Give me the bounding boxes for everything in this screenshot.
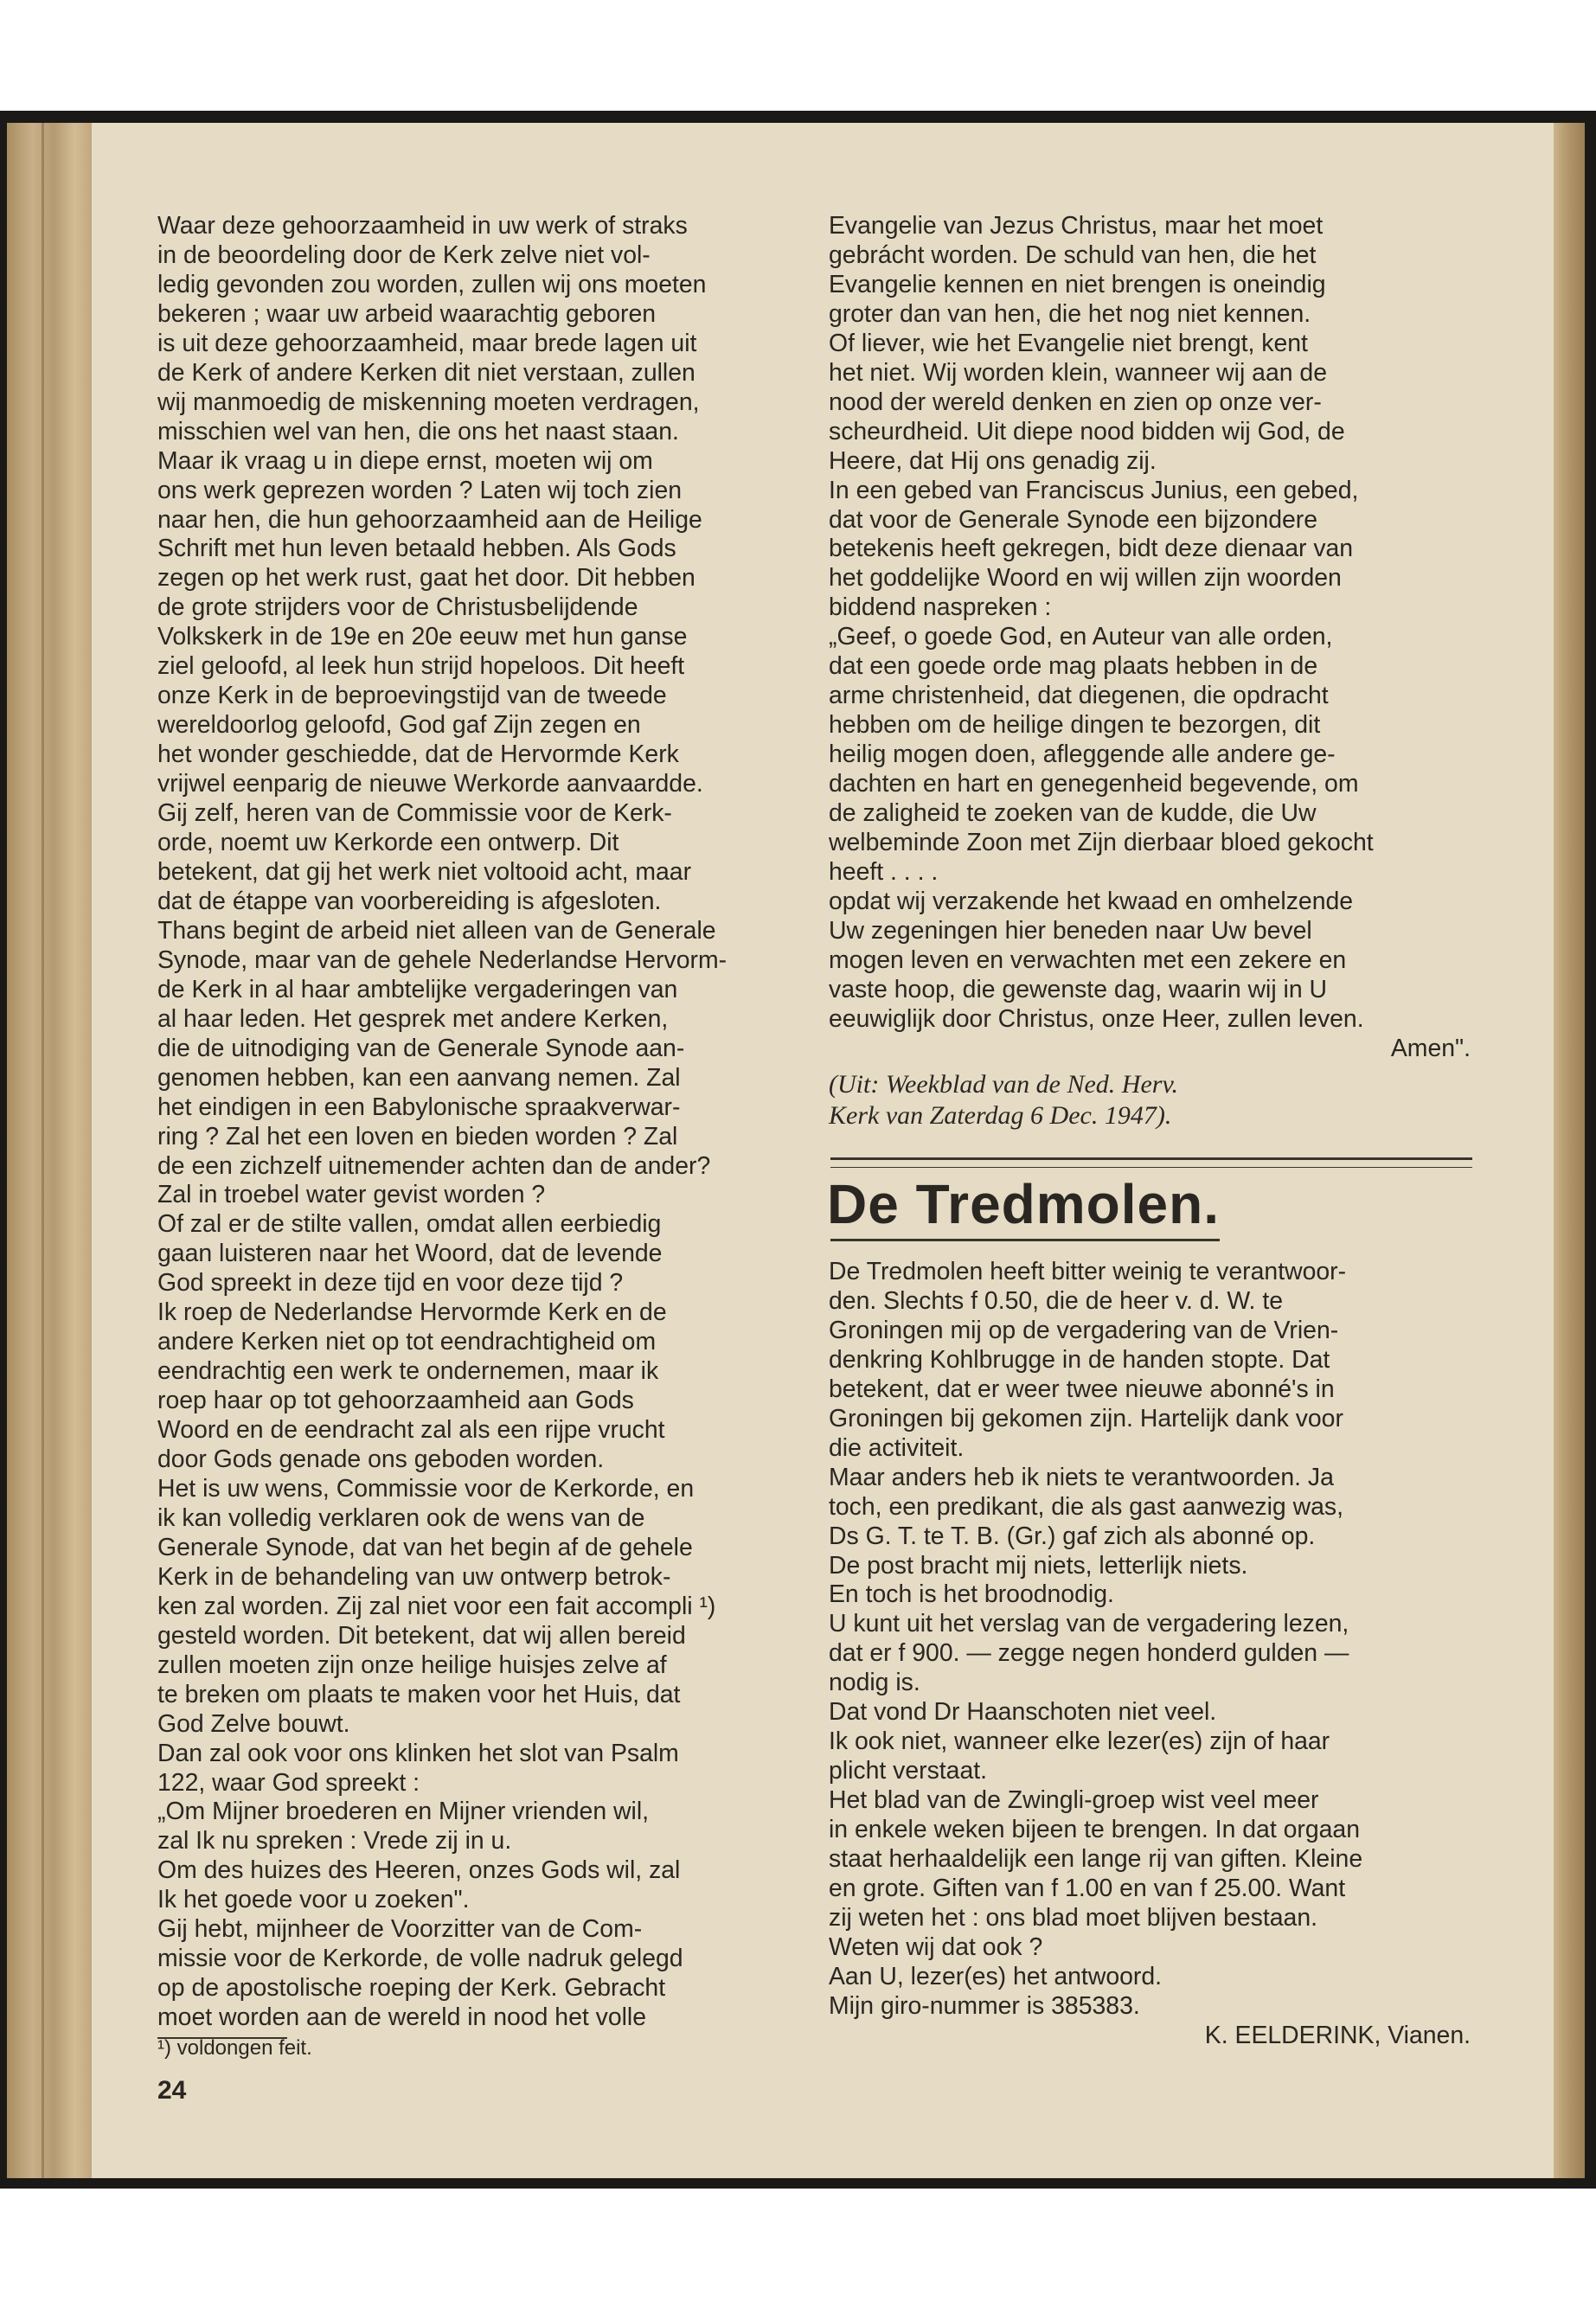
text-line: de Kerk of andere Kerken dit niet verstaan, zullen [157, 358, 695, 387]
text-line: Uw zegeningen hier beneden naar Uw bevel [829, 916, 1312, 945]
text-line: wij manmoedig de miskenning moeten verdragen, [157, 388, 700, 416]
text-line: dat een goede orde mag plaats hebben in de [829, 652, 1318, 681]
text-line: gebrácht worden. De schuld van hen, die het [829, 240, 1317, 269]
text-line: het niet. Wij worden klein, wanneer wij aan de [829, 358, 1328, 387]
text-line: orde, noemt uw Kerkorde een ontwerp. Dit [157, 829, 619, 857]
footnote: ¹) voldongen feit. [157, 2036, 312, 2060]
text-line: missie voor de Kerkorde, de volle nadruk gelegd [157, 1945, 683, 1973]
text-line: De Tredmolen heeft bitter weinig te verantwoor- [829, 1258, 1347, 1285]
text-line: „Geef, o goede God, en Auteur van alle orden, [829, 623, 1333, 651]
text-line: die activiteit. [829, 1433, 965, 1462]
text-line: Gij hebt, mijnheer de Voorzitter van de Com- [157, 1915, 643, 1944]
section-rule [830, 1157, 1472, 1168]
text-line: onze Kerk in de beproevingstijd van de tweede [157, 682, 667, 710]
text-line: ledig gevonden zou worden, zullen wij ons moeten [157, 270, 707, 298]
right-column [829, 212, 1471, 1131]
text-line: God spreekt in deze tijd en voor deze tijd ? [157, 1269, 624, 1298]
text-line: het eindigen in een Babylonische spraakverwar- [157, 1093, 681, 1121]
text-line: wereldoorlog geloofd, God gaf Zijn zegen en [157, 711, 641, 740]
text-line: heilig mogen doen, afleggende alle andere ge- [829, 740, 1336, 769]
text-line: in enkele weken bijeen te brengen. In dat orgaan [829, 1816, 1361, 1844]
text-line: dat voor de Generale Synode een bijzondere [829, 505, 1318, 534]
source-citation: Kerk van Zaterdag 6 Dec. 1947). [829, 1100, 1172, 1130]
text-line: Maar anders heb ik niets te verantwoorden. Ja [829, 1463, 1334, 1491]
text-line: Om des huizes des Heeren, onzes Gods wil, zal [157, 1856, 681, 1885]
text-line: misschien wel van hen, die ons het naast staan. [157, 417, 679, 445]
text-line: Zal in troebel water gevist worden ? [157, 1181, 546, 1209]
text-line: bekeren ; waar uw arbeid waarachtig geboren [157, 299, 657, 328]
text-line: dat de étappe van voorbereiding is afgesloten. [157, 887, 662, 915]
text-line: Ds G. T. te T. B. (Gr.) gaf zich als abonné op. [829, 1522, 1316, 1550]
text-line: door Gods genade ons geboden worden. [157, 1445, 605, 1474]
text-line: opdat wij verzakende het kwaad en omhelzende [829, 887, 1354, 915]
text-line: In een gebed van Franciscus Junius, een gebed, [829, 476, 1359, 504]
text-line: gaan luisteren naar het Woord, dat de levende [157, 1240, 663, 1268]
text-line: denkring Kohlbrugge in de handen stopte. Dat [829, 1345, 1330, 1374]
text-line: zal Ik nu spreken : Vrede zij in u. [157, 1827, 512, 1856]
text-line: betekent, dat gij het werk niet voltooid acht, maar [157, 857, 692, 886]
text-line: Groningen mij op de vergadering van de Vrien- [829, 1316, 1339, 1344]
text-line: eeuwiglijk door Christus, onze Heer, zullen leven. [829, 1004, 1364, 1033]
text-line: ring ? Zal het een loven en bieden worden ? Zal [157, 1122, 678, 1150]
text-line: zegen op het werk rust, gaat het door. Dit hebben [157, 564, 695, 593]
text-line: Thans begint de arbeid niet alleen van de Generale [157, 916, 716, 945]
text-line: Schrift met hun leven betaald hebben. Als Gods [157, 535, 676, 563]
text-line: staat herhaaldelijk een lange rij van giften. Kleine [829, 1845, 1363, 1874]
text-line: ziel geloofd, al leek hun strijd hopeloos. Dit heeft [157, 652, 685, 681]
text-line: vaste hoop, die gewenste dag, waarin wij in U [829, 975, 1328, 1003]
left-column [157, 212, 798, 2033]
text-line: zij weten het : ons blad moet blijven bestaan. [829, 1903, 1317, 1932]
text-line: welbeminde Zoon met Zijn dierbaar bloed gekocht [829, 829, 1374, 857]
text-line: de zaligheid te zoeken van de kudde, die Uw [829, 799, 1317, 828]
text-line: ons werk geprezen worden ? Laten wij toch zien [157, 476, 683, 504]
text-line: Evangelie van Jezus Christus, maar het moet [829, 212, 1324, 240]
text-line: dat er f 900. — zegge negen honderd gulden — [829, 1639, 1349, 1668]
text-line: Het blad van de Zwingli-groep wist veel meer [829, 1786, 1319, 1815]
text-line: Maar ik vraag u in diepe ernst, moeten wij om [157, 446, 653, 475]
text-line: ik kan volledig verklaren ook de wens van de [157, 1503, 645, 1532]
text-line: den. Slechts f 0.50, die de heer v. d. W. te [829, 1286, 1284, 1315]
text-line: nodig is. [829, 1669, 920, 1697]
text-line: Gij zelf, heren van de Commissie voor de Kerk- [157, 799, 672, 828]
text-line: Groningen bij gekomen zijn. Hartelijk dank voor [829, 1404, 1343, 1433]
source-citation: (Uit: Weekblad van de Ned. Herv. [829, 1069, 1179, 1099]
text-line: ken zal worden. Zij zal niet voor een fait accompli ¹) [157, 1592, 716, 1620]
text-line: hebben om de heilige dingen te bezorgen, dit [829, 711, 1321, 740]
text-line: Evangelie kennen en niet brengen is oneindig [829, 270, 1326, 298]
section-heading: De Tredmolen. [827, 1173, 1220, 1235]
page-number: 24 [157, 2076, 187, 2105]
text-line: Ik het goede voor u zoeken". [157, 1886, 470, 1914]
text-line: plicht verstaat. [829, 1757, 988, 1785]
text-line: Weten wij dat ook ? [829, 1932, 1043, 1961]
text-line: eendrachtig een werk te ondernemen, maar ik [157, 1357, 659, 1386]
signature: K. EELDERINK, Vianen. [1204, 2021, 1471, 2049]
text-line: het goddelijke Woord en wij willen zijn woorden [829, 564, 1342, 593]
text-line: te breken om plaats te maken voor het Huis, dat [157, 1680, 681, 1708]
text-line: Het is uw wens, Commissie voor de Kerkorde, en [157, 1474, 695, 1503]
text-line: 122, waar God spreekt : [157, 1768, 420, 1797]
text-line: Generale Synode, dat van het begin af de gehele [157, 1533, 693, 1561]
text-line: arme christenheid, dat diegenen, die opdracht [829, 682, 1329, 710]
text-line: Volkskerk in de 19e en 20e eeuw met hun ganse [157, 623, 688, 651]
text-line: moet worden aan de wereld in nood het volle [157, 2003, 647, 2032]
text-line: die de uitnodiging van de Generale Synode aan- [157, 1034, 685, 1062]
text-line: Amen". [1390, 1034, 1471, 1062]
text-line: Of liever, wie het Evangelie niet brengt, kent [829, 329, 1308, 357]
text-line: En toch is het broodnodig. [829, 1580, 1114, 1609]
text-line: Kerk in de behandeling van uw ontwerp betrok- [157, 1562, 671, 1591]
text-line: toch, een predikant, die als gast aanwezig was, [829, 1492, 1343, 1521]
text-line: Mijn giro-nummer is 385383. [829, 1991, 1140, 2020]
text-line: dachten en hart en genegenheid begevende, om [829, 770, 1359, 798]
text-line: het wonder geschiedde, dat de Hervormde Kerk [157, 740, 679, 769]
text-line: is uit deze gehoorzaamheid, maar brede lagen uit [157, 329, 697, 357]
text-line: en grote. Giften van f 1.00 en van f 25.00. Want [829, 1875, 1346, 1903]
text-line: Waar deze gehoorzaamheid in uw werk of straks [157, 212, 688, 240]
text-line: roep haar op tot gehoorzaamheid aan Gods [157, 1387, 634, 1415]
page-edge [1554, 123, 1585, 2178]
text-line: God Zelve bouwt. [157, 1709, 350, 1738]
text-line: Synode, maar van de gehele Nederlandse Hervorm- [157, 945, 727, 974]
text-line: mogen leven en verwachten met een zekere en [829, 945, 1347, 974]
text-line: al haar leden. Het gesprek met andere Kerken, [157, 1004, 669, 1033]
text-line: De post bracht mij niets, letterlijk niets. [829, 1551, 1248, 1580]
text-line: Aan U, lezer(es) het antwoord. [829, 1962, 1163, 1990]
text-line: Heere, dat Hij ons genadig zij. [829, 446, 1157, 475]
text-line: groter dan van hen, die het nog niet kennen. [829, 299, 1311, 328]
text-line: Dat vond Dr Haanschoten niet veel. [829, 1698, 1217, 1727]
text-line: naar hen, die hun gehoorzaamheid aan de Heilige [157, 505, 702, 534]
text-line: Ik roep de Nederlandse Hervormde Kerk en de [157, 1298, 667, 1327]
text-line: Ik ook niet, wanneer elke lezer(es) zijn of haar [829, 1727, 1330, 1756]
text-line: heeft . . . . [829, 857, 939, 886]
text-line: op de apostolische roeping der Kerk. Gebracht [157, 1974, 666, 2003]
text-line: gesteld worden. Dit betekent, dat wij allen bereid [157, 1621, 686, 1650]
text-line: betekent, dat er weer twee nieuwe abonné's in [829, 1375, 1335, 1403]
book-spine [7, 123, 92, 2178]
text-line: de grote strijders voor de Christusbelijdende [157, 593, 638, 622]
text-line: genomen hebben, kan een aanvang nemen. Zal [157, 1063, 681, 1092]
text-line: andere Kerken niet op tot eendrachtigheid om [157, 1328, 657, 1356]
text-line: scheurdheid. Uit diepe nood bidden wij God, de [829, 417, 1345, 445]
heading-underline [830, 1239, 1220, 1241]
text-line: betekenis heeft gekregen, bidt deze dienaar van [829, 535, 1354, 563]
text-line: nood der wereld denken en zien op onze ver- [829, 388, 1322, 416]
text-line: zullen moeten zijn onze heilige huisjes zelve af [157, 1650, 667, 1679]
text-line: de een zichzelf uitnemender achten dan de ander? [157, 1151, 711, 1180]
text-line: in de beoordeling door de Kerk zelve niet vol- [157, 240, 651, 269]
text-line: Dan zal ook voor ons klinken het slot van Psalm [157, 1739, 679, 1767]
text-line: de Kerk in al haar ambtelijke vergaderingen van [157, 975, 678, 1003]
text-line: biddend naspreken : [829, 593, 1052, 622]
text-line: Woord en de eendracht zal als een rijpe vrucht [157, 1416, 665, 1445]
text-line: „Om Mijner broederen en Mijner vrienden wil, [157, 1798, 650, 1826]
text-line: Of zal er de stilte vallen, omdat allen eerbiedig [157, 1210, 662, 1239]
text-line: U kunt uit het verslag van de vergadering lezen, [829, 1610, 1349, 1638]
tredmolen-article [829, 1258, 1471, 2051]
text-line: vrijwel eenparig de nieuwe Werkorde aanvaardde. [157, 770, 703, 798]
